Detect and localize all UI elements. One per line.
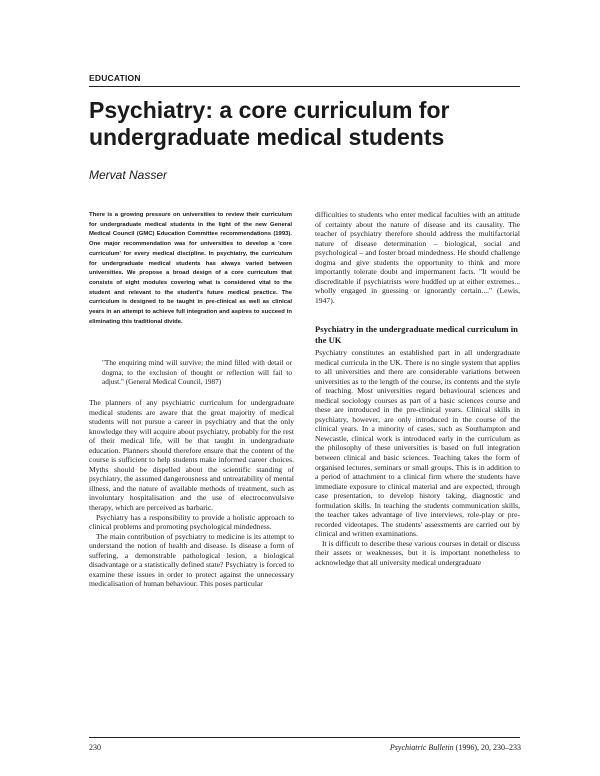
body-paragraph: The planners of any psychiatric curriculum for undergraduate medical students are aware that the great majority of medical students will not pursue a career in psychiatry and that the only knowledge they will acquire about psychiatry, probably for the rest of their medical life, will be that taught in undergraduate education. Planners should therefore ensure that the content of the course is sufficient to help students make informed career choices. Myths should be dispelled about the scientific standing of psychiatry, the assumed dangerousness and untreatability of mental illness, and the nature of available methods of treatment, such as involuntary hospitalisation and the use of electroconvulsive therapy, which are perceived as barbaric. (89, 398, 294, 513)
body-paragraph: difficulties to students who enter medical faculties with an attitude of certainty about the nature of disease and its causality. The teacher of psychiatry therefore should address the multifactorial nature of disease determination – biological, social and psychological – and foster broad mindedness. He should challenge dogma and give students the opportunity to think and more importantly tolerate doubt and impermanent facts. "It would be discreditable if psychiatrists were huddled up at either extremes... wholly engaged in guessing or ignorantly certain...." (Lewis, 1947). (315, 210, 520, 305)
section-subheading: Psychiatry in the undergraduate medical curriculum in the UK (315, 324, 518, 345)
abstract: There is a growing pressure on universities to review their curriculum for undergraduate medical students in the light of the new General Medical Council (GMC) Education Committee recommendations (1993). One major recommendation was for universities to develop a 'core curriculum' for every medical discipline. In psychiatry, the curriculum for undergraduate medical students has always varied between universities. We propose a broad design of a core curriculum that consists of eight modules covering what is considered vital to the student and relevant to the student's future medical practice. The curriculum is designed to be taught in pre-clinical as well as clinical years in an attempt to achieve full integration and aspires to succeed in eliminating this traditional divide. (89, 212, 292, 325)
journal-citation (390, 743, 521, 752)
page-number: 230 (89, 743, 101, 752)
article-title: Psychiatry: a core curriculum for undergraduate medical students (89, 97, 450, 150)
body-paragraph: It is difficult to describe these various courses in detail or discuss their assets or weaknesses, but it is important nonetheless to acknowledge that all university medical undergraduate (315, 538, 520, 568)
epigraph-quote: "The enquiring mind will survive; the mind filled with detail or dogma, to the exclusion of thought or reflection will fail to adjust." (General Medical Council, 1987) (102, 359, 292, 387)
body-paragraph: Psychiatry has a responsibility to provide a holistic approach to clinical problems and promoting psychological mindedness. (89, 512, 294, 532)
left-column-body (89, 398, 294, 720)
right-column-top (315, 210, 520, 306)
footer-rule (89, 737, 520, 738)
body-paragraph: Psychiatry constitutes an established part in all undergraduate medical curricula in the UK. There is no single system that applies to all universities and there are considerable variations between universities as to the length of the course, its contents and the style of teaching. Most universities regard behavioural sciences and medical sociology courses as part of a basic sciences course and these are introduced in the pre-clinical years. Clinical skills in psychiatry, however, are only introduced in the course of the clinical years. In a minority of cases, such as Southampton and Newcastle, clinical work is introduced early in the curriculum as the philosophy of these universities is based on full integration between clinical and basic sciences. Teaching takes the form of organised lectures, seminars or small groups. This is in addition to a period of attachment to a clinical firm where the students have immediate exposure to clinical material and are expected, through case presentation, to develop history taking, diagnostic and formulation skills. In teaching the students communication skills, the teacher takes advantage of live interviews, role-play or pre-recorded videotapes. The students' assessments are carried out by clinical and written examinations. (315, 348, 520, 539)
section-label: EDUCATION (89, 73, 141, 83)
journal-name: Psychiatric Bulletin (389, 743, 454, 752)
header-rule (89, 86, 520, 87)
body-paragraph: The main contribution of psychiatry to medicine is its attempt to understand the notion of health and disease. Is disease a form of suffering, a demonstrable pathological lesion, a biological disadvantage or a statistically defined state? Psychiatry is forced to examine these issues in order to protect against the unnecessary medicalisation of human behaviour. This poses particular (89, 531, 294, 589)
citation-details: (1996), 20, 230–233 (453, 743, 521, 752)
author-name: Mervat Nasser (89, 168, 168, 182)
right-column-bottom (315, 348, 520, 720)
